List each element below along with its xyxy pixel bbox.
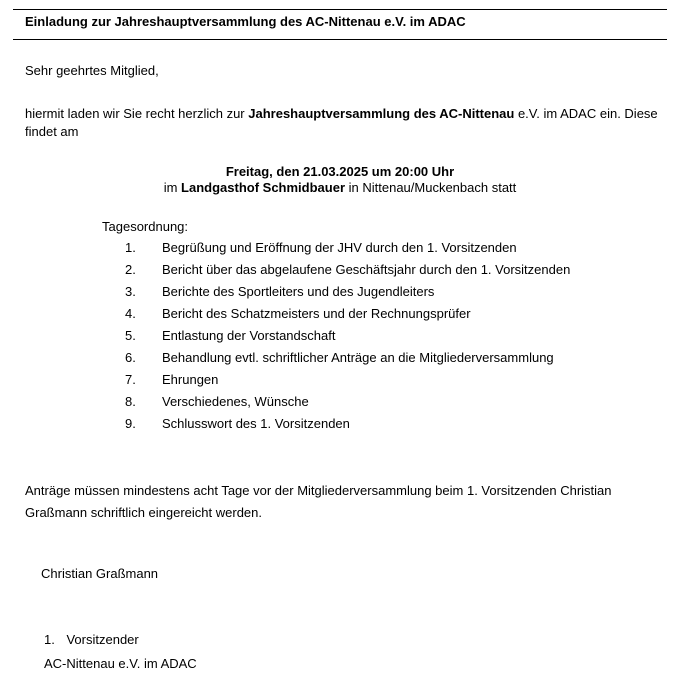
salutation: Sehr geehrtes Mitglied,	[25, 63, 159, 78]
agenda-item-text: Behandlung evtl. schriftlicher Anträge an die Mitgliederversammlung	[162, 350, 554, 365]
agenda-item-text: Begrüßung und Eröffnung der JHV durch den 1. Vorsitzenden	[162, 240, 517, 255]
title-underline	[13, 39, 667, 40]
note-line-1: Anträge müssen mindestens acht Tage vor der Mitgliederversammlung beim 1. Vorsitzenden Christian	[25, 483, 612, 498]
agenda-label: Tagesordnung:	[102, 219, 189, 234]
intro-line-1	[25, 106, 658, 121]
role-number: 1.	[44, 632, 55, 647]
signature-role	[44, 632, 139, 647]
agenda-item-text: Bericht über das abgelaufene Geschäftsjahr durch den 1. Vorsitzenden	[162, 262, 571, 277]
agenda-item-number: 4.	[125, 306, 136, 321]
agenda-item-text: Ehrungen	[162, 372, 219, 387]
agenda-item-number: 8.	[125, 394, 136, 409]
top-rule	[13, 9, 667, 10]
location-prefix: im	[163, 180, 182, 195]
agenda-item-text: Verschiedenes, Wünsche	[162, 394, 309, 409]
agenda-item-text: Schlusswort des 1. Vorsitzenden	[162, 416, 350, 431]
intro-bold: Jahreshauptversammlung des AC-Nittenau	[248, 106, 515, 121]
agenda-item-text: Berichte des Sportleiters und des Jugendleiters	[162, 284, 435, 299]
page-title: Einladung zur Jahreshauptversammlung des AC-Nittenau e.V. im ADAC	[25, 14, 466, 29]
signature-organization: AC-Nittenau e.V. im ADAC	[44, 656, 197, 671]
signature-name: Christian Graßmann	[41, 566, 159, 581]
location-suffix: in Nittenau/Muckenbach statt	[345, 180, 517, 195]
agenda-item-number: 2.	[125, 262, 136, 277]
agenda-item-number: 5.	[125, 328, 136, 343]
agenda-item-text: Entlastung der Vorstandschaft	[162, 328, 336, 343]
event-date	[0, 164, 680, 179]
intro-line-2: findet am	[25, 124, 79, 139]
agenda-item-number: 6.	[125, 350, 136, 365]
intro-text-start: hiermit laden wir Sie recht herzlich zur	[25, 106, 249, 121]
event-date-text: Freitag, den 21.03.2025 um 20:00 Uhr	[225, 164, 455, 179]
agenda-item-number: 1.	[125, 240, 136, 255]
role-text: Vorsitzender	[66, 632, 139, 647]
event-location	[0, 180, 680, 195]
agenda-item-number: 9.	[125, 416, 136, 431]
agenda-item-text: Bericht des Schatzmeisters und der Rechnungsprüfer	[162, 306, 471, 321]
venue-name: Landgasthof Schmidbauer	[181, 180, 346, 195]
agenda-item-number: 7.	[125, 372, 136, 387]
agenda-item-number: 3.	[125, 284, 136, 299]
note-line-2: Graßmann schriftlich eingereicht werden.	[25, 505, 262, 520]
intro-text-end: e.V. im ADAC ein. Diese	[514, 106, 658, 121]
